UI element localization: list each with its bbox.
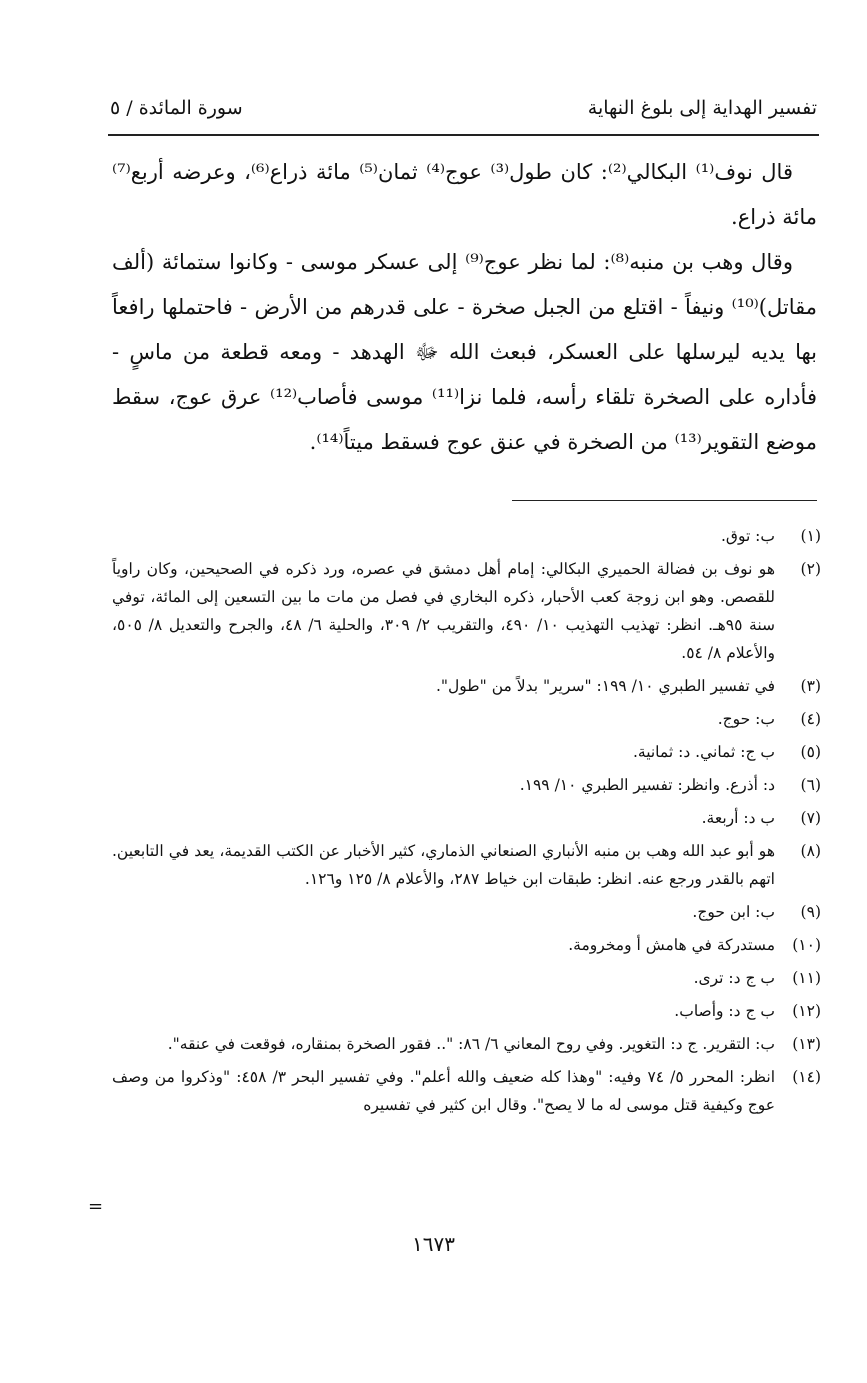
footnote-number: (٧) xyxy=(800,809,821,827)
footnote-number: (١٢) xyxy=(792,1002,821,1020)
footnote xyxy=(112,804,821,832)
book-title: تفسير الهداية إلى بلوغ النهاية xyxy=(587,97,817,119)
footnote-number: (٥) xyxy=(800,743,821,761)
footnote xyxy=(112,738,821,766)
footnote-text: ب د: أربعة. xyxy=(701,809,775,827)
footnote-number: (٨) xyxy=(800,842,821,860)
continuation-mark: = xyxy=(88,1196,104,1217)
paragraph-1: قال نوف⁽¹⁾ البكالي⁽²⁾: كان طول⁽³⁾ عوج⁽⁴⁾ ثمان⁽⁵⁾ مائة ذراع⁽⁶⁾، وعرضه أربع⁽⁷⁾ مائة ذراع. xyxy=(112,160,817,229)
running-header xyxy=(110,88,817,128)
footnote-text: ب ج د: ترى. xyxy=(693,969,775,987)
page-number: ١٦٧٣ xyxy=(412,1232,455,1256)
footnote-text: في تفسير الطبري ١٠/ ١٩٩: "سرير" بدلاً من "طول". xyxy=(435,677,775,695)
footnote-text: انظر: المحرر ٥/ ٧٤ وفيه: "وهذا كله ضعيف والله أعلم". وفي تفسير البحر ٣/ ٤٥٨: "وذكروا من وصف عوج وكيفية قتل موسى له ما لا يصح". وقال ابن كثير في تفسيره xyxy=(112,1068,776,1114)
footnote-number: (١١) xyxy=(792,969,821,987)
footnote-number: (٢) xyxy=(800,560,821,578)
footnote xyxy=(112,1063,821,1119)
footnote-text: هو أبو عبد الله وهب بن منبه الأنباري الصنعاني الذماري، كثير الأخبار عن الكتب القديمة، يعد في التابعين. اتهم بالقدر ورجع عنه. انظر: طبقات ابن خياط ٢٨٧، والأعلام ٨/ ١٢٥ و١٢٦. xyxy=(112,842,775,888)
footnotes xyxy=(112,522,821,1124)
footnote xyxy=(112,837,821,893)
footnote-text: هو نوف بن فضالة الحميري البكالي: إمام أهل دمشق في عصره، ورد ذكره في الصحيحين، وكان راوياً للقصص. وهو ابن زوجة كعب الأحبار، ذكره البخاري في فصل من مات ما بين التسعين إلى المائة، توفي سنة ٩٥هـ. انظر: تهذيب التهذيب ١٠/ ٤٩٠، والتقريب ٢/ ٣٠٩، والحلية ٦/ ٤٨، والجرح والتعديل ٨/ ٥٠٥، والأعلام ٨/ ٥٤. xyxy=(112,560,776,662)
footnote-text: مستدركة في هامش أ ومخرومة. xyxy=(568,936,775,954)
footnote-number: (٩) xyxy=(800,903,821,921)
header-rule xyxy=(108,134,819,136)
footnote xyxy=(112,898,821,926)
footnote-number: (١٤) xyxy=(792,1068,821,1086)
footnote-number: (٤) xyxy=(800,710,821,728)
footnote-text: ب: التقرير. ج د: التغوير. وفي روح المعاني ٦/ ٨٦: ".. فقور الصخرة بمنقاره، فوقعت في عنقه". xyxy=(167,1035,775,1053)
footnote-number: (١٣) xyxy=(792,1035,821,1053)
footnote-text: ب ج: ثماني. د: ثمانية. xyxy=(632,743,775,761)
surah-label: سورة المائدة / ٥ xyxy=(110,97,243,119)
footnote xyxy=(112,771,821,799)
footnote-text: ب: توق. xyxy=(720,527,775,545)
footnote xyxy=(112,705,821,733)
footnote xyxy=(112,997,821,1025)
paragraph-2: وقال وهب بن منبه⁽⁸⁾: لما نظر عوج⁽⁹⁾ إلى عسكر موسى - وكانوا ستمائة (ألف مقاتل)⁽¹⁰⁾ ونيفاً - اقتلع من الجبل صخرة - على قدرهم من الأرض - فاحتملها رافعاً بها يديه ليرسلها على العسكر، فبعث الله ﷻ الهدهد - ومعه قطعة من ماسٍ - فأداره على الصخرة تلقاء رأسه، فلما نزا⁽¹¹⁾ موسى فأصاب⁽¹²⁾ عرق عوج، سقط موضع التقوير⁽¹³⁾ من الصخرة في عنق عوج فسقط ميتاً⁽¹⁴⁾. xyxy=(112,250,817,454)
footnote-text: ب ج د: وأصاب. xyxy=(674,1002,775,1020)
footnote-number: (١) xyxy=(800,527,821,545)
footnote-separator xyxy=(512,500,817,501)
footnote-number: (٦) xyxy=(800,776,821,794)
footnote-number: (١٠) xyxy=(792,936,821,954)
footnote-text: د: أذرع. وانظر: تفسير الطبري ١٠/ ١٩٩. xyxy=(519,776,775,794)
footnote xyxy=(112,931,821,959)
main-text xyxy=(112,150,817,465)
footnote-text: ب: ابن حوج. xyxy=(692,903,775,921)
footnote xyxy=(112,964,821,992)
footnote xyxy=(112,555,821,667)
footnote xyxy=(112,522,821,550)
footnote xyxy=(112,1030,821,1058)
footnote xyxy=(112,672,821,700)
footnote-text: ب: حوج. xyxy=(717,710,775,728)
footnote-number: (٣) xyxy=(800,677,821,695)
